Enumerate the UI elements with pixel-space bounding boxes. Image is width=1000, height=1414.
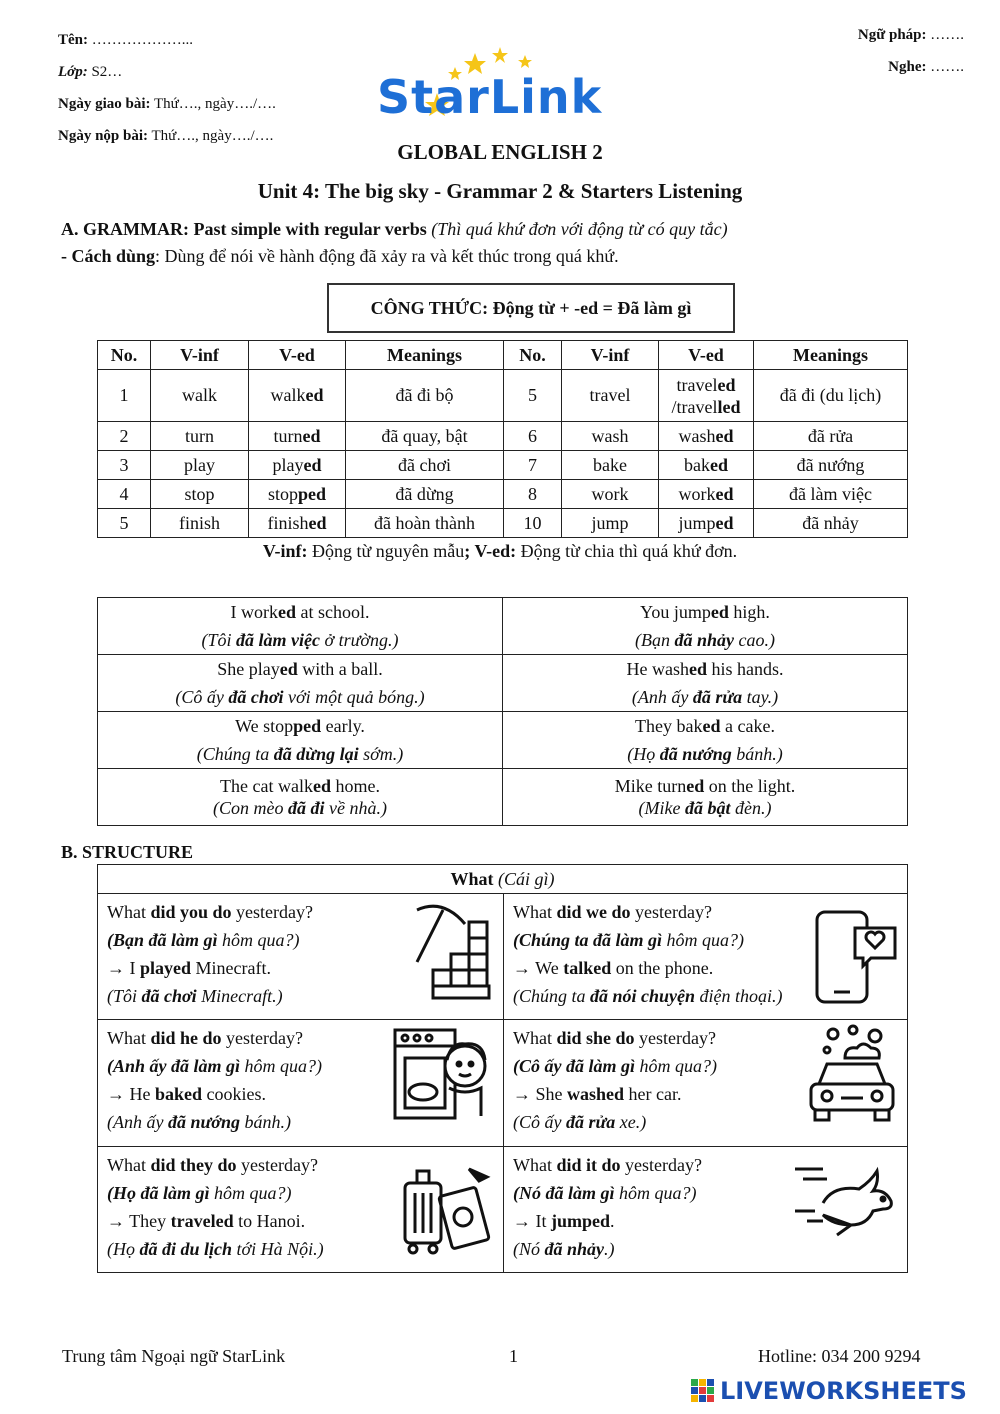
example-cell: She played with a ball. (Cô ấy đã chơi với một quả bóng.) <box>98 655 503 712</box>
cell-meaning: đã nhảy <box>754 509 908 538</box>
listening-score-field[interactable]: ……. <box>930 59 964 75</box>
col-header-no-2: No. <box>504 341 562 370</box>
section-a-title-vi: (Thì quá khứ đơn với động từ có quy tắc) <box>431 219 728 239</box>
example-cell: I worked at school. (Tôi đã làm việc ở trường.) <box>98 598 503 655</box>
cell-meaning: đã làm việc <box>754 480 908 509</box>
structure-title-row <box>98 865 908 894</box>
section-a-title: Past simple with regular verbs <box>193 219 427 239</box>
name-label: Tên: <box>58 32 88 48</box>
structure-cell: What did we do yesterday? (Chúng ta đã làm gì hôm qua?) → We talked on the phone. (Chúng ta đã nói chuyện điện thoại.) <box>504 894 908 1020</box>
minecraft-icon <box>413 902 495 1002</box>
baking-icon <box>393 1026 495 1122</box>
cell-vinf: wash <box>562 422 659 451</box>
section-b-heading: B. STRUCTURE <box>61 842 194 862</box>
cell-meaning: đã rửa <box>754 422 908 451</box>
table-row <box>98 894 908 1020</box>
name-field[interactable]: ………………... <box>91 32 193 48</box>
cell-ved: played <box>249 451 346 480</box>
example-cell: He washed his hands. (Anh ấy đã rửa tay.) <box>503 655 908 712</box>
cell-vinf: jump <box>562 509 659 538</box>
assigned-date-label: Ngày giao bài: <box>58 96 151 112</box>
structure-cell: What did she do yesterday? (Cô ấy đã làm gì hôm qua?) → She washed her car. (Cô ấy đã rửa xe.) <box>504 1020 908 1147</box>
cell-vinf: finish <box>151 509 249 538</box>
cell-meaning: đã quay, bật <box>346 422 504 451</box>
table-row <box>98 480 908 509</box>
submit-date-field[interactable]: Thứ…., ngày…./…. <box>151 128 274 144</box>
cell-no: 5 <box>504 370 562 422</box>
table-row <box>98 712 908 769</box>
cell-vinf: stop <box>151 480 249 509</box>
col-header-no: No. <box>98 341 151 370</box>
cell-meaning: đã dừng <box>346 480 504 509</box>
usage-line <box>61 246 619 267</box>
cell-vinf: work <box>562 480 659 509</box>
section-a-label: A. GRAMMAR: <box>61 219 189 239</box>
section-a-heading <box>61 219 728 240</box>
logo-text: StarLink <box>377 70 603 124</box>
cell-ved: worked <box>659 480 754 509</box>
structure-cell: What did he do yesterday? (Anh ấy đã làm gì hôm qua?) → He baked cookies. (Anh ấy đã nướng bánh.) <box>98 1020 504 1147</box>
cell-meaning: đã nướng <box>754 451 908 480</box>
cell-ved: turned <box>249 422 346 451</box>
formula-box <box>327 283 735 333</box>
example-cell: They baked a cake. (Họ đã nướng bánh.) <box>503 712 908 769</box>
cell-vinf: travel <box>562 370 659 422</box>
cell-meaning: đã hoàn thành <box>346 509 504 538</box>
structure-cell: What did they do yesterday? (Họ đã làm gì hôm qua?) → They traveled to Hanoi. (Họ đã đi du lịch tới Hà Nội.) <box>98 1147 504 1273</box>
cell-ved: finished <box>249 509 346 538</box>
cell-vinf: bake <box>562 451 659 480</box>
table-row <box>98 1147 908 1273</box>
cell-no: 10 <box>504 509 562 538</box>
student-info <box>58 30 276 158</box>
unit-title: Unit 4: The big sky - Grammar 2 & Starters Listening <box>257 179 743 203</box>
table-row <box>98 422 908 451</box>
what-title: What (Cái gì) <box>98 865 908 894</box>
cell-no: 2 <box>98 422 151 451</box>
cell-no: 5 <box>98 509 151 538</box>
scores <box>858 25 964 89</box>
structure-cell: What did it do yesterday? (Nó đã làm gì hôm qua?) → It jumped. (Nó đã nhảy.) <box>504 1147 908 1273</box>
grammar-score-label: Ngữ pháp: <box>857 27 927 43</box>
table-row <box>98 1020 908 1147</box>
rabbit-icon <box>793 1163 899 1243</box>
verb-table <box>97 340 908 538</box>
cell-ved: traveled /travelled <box>659 370 754 422</box>
structure-table <box>97 864 908 1273</box>
table-row <box>98 451 908 480</box>
class-field[interactable]: S2… <box>91 64 123 80</box>
usage-label: - Cách dùng <box>61 246 156 266</box>
cell-ved: stopped <box>249 480 346 509</box>
table-row <box>98 598 908 655</box>
cell-vinf: turn <box>151 422 249 451</box>
cell-meaning: đã đi (du lịch) <box>754 370 908 422</box>
footer-hotline: Hotline: 034 200 9294 <box>758 1346 921 1366</box>
cell-ved: jumped <box>659 509 754 538</box>
submit-date-label: Ngày nộp bài: <box>58 128 149 144</box>
verb-note: V-inf: Động từ nguyên mẫu; V-ed: Động từ chia thì quá khứ đơn. <box>262 541 738 561</box>
footer-center-name: Trung tâm Ngoại ngữ StarLink <box>62 1346 286 1366</box>
cell-no: 6 <box>504 422 562 451</box>
phone-icon <box>809 908 899 1008</box>
cell-no: 8 <box>504 480 562 509</box>
example-cell: The cat walked home. (Con mèo đã đi về nhà.) <box>98 769 503 826</box>
cell-ved: baked <box>659 451 754 480</box>
cell-no: 1 <box>98 370 151 422</box>
usage-text: : Dùng để nói về hành động đã xảy ra và kết thúc trong quá khứ. <box>155 246 619 266</box>
car-wash-icon <box>805 1024 899 1124</box>
table-row <box>98 769 908 826</box>
col-header-vinf-2: V-inf <box>562 341 659 370</box>
assigned-date-field[interactable]: Thứ…., ngày…./…. <box>154 96 276 112</box>
cell-vinf: play <box>151 451 249 480</box>
example-cell: You jumped high. (Bạn đã nhảy cao.) <box>503 598 908 655</box>
table-row <box>98 370 908 422</box>
page-number: 1 <box>509 1346 518 1366</box>
starlink-logo <box>375 45 625 125</box>
listening-score-label: Nghe: <box>888 59 927 75</box>
col-header-ved: V-ed <box>249 341 346 370</box>
cell-no: 7 <box>504 451 562 480</box>
course-title: GLOBAL ENGLISH 2 <box>397 140 603 164</box>
table-row <box>98 655 908 712</box>
cell-meaning: đã đi bộ <box>346 370 504 422</box>
example-cell: We stopped early. (Chúng ta đã dừng lại sớm.) <box>98 712 503 769</box>
formula-text: CÔNG THỨC: Động từ + -ed = Đã làm gì <box>370 298 692 318</box>
watermark-text: LIVEWORKSHEETS <box>720 1377 967 1405</box>
table-row <box>98 509 908 538</box>
col-header-vinf: V-inf <box>151 341 249 370</box>
col-header-meanings: Meanings <box>346 341 504 370</box>
cell-vinf: walk <box>151 370 249 422</box>
example-cell: Mike turned on the light. (Mike đã bật đèn.) <box>503 769 908 826</box>
structure-cell: What did you do yesterday? (Bạn đã làm gì hôm qua?) → I played Minecraft. (Tôi đã chơi Minecraft.) <box>98 894 504 1020</box>
liveworksheets-logo-icon <box>690 1378 716 1404</box>
grammar-score-field[interactable]: ……. <box>930 27 964 43</box>
col-header-ved-2: V-ed <box>659 341 754 370</box>
cell-meaning: đã chơi <box>346 451 504 480</box>
cell-ved: washed <box>659 422 754 451</box>
cell-no: 4 <box>98 480 151 509</box>
liveworksheets-watermark <box>690 1375 967 1407</box>
cell-no: 3 <box>98 451 151 480</box>
cell-ved: walked <box>249 370 346 422</box>
col-header-meanings-2: Meanings <box>754 341 908 370</box>
travel-icon <box>399 1161 495 1257</box>
examples-table <box>97 597 908 826</box>
class-label: Lớp: <box>58 64 88 80</box>
verb-table-header <box>98 341 908 370</box>
